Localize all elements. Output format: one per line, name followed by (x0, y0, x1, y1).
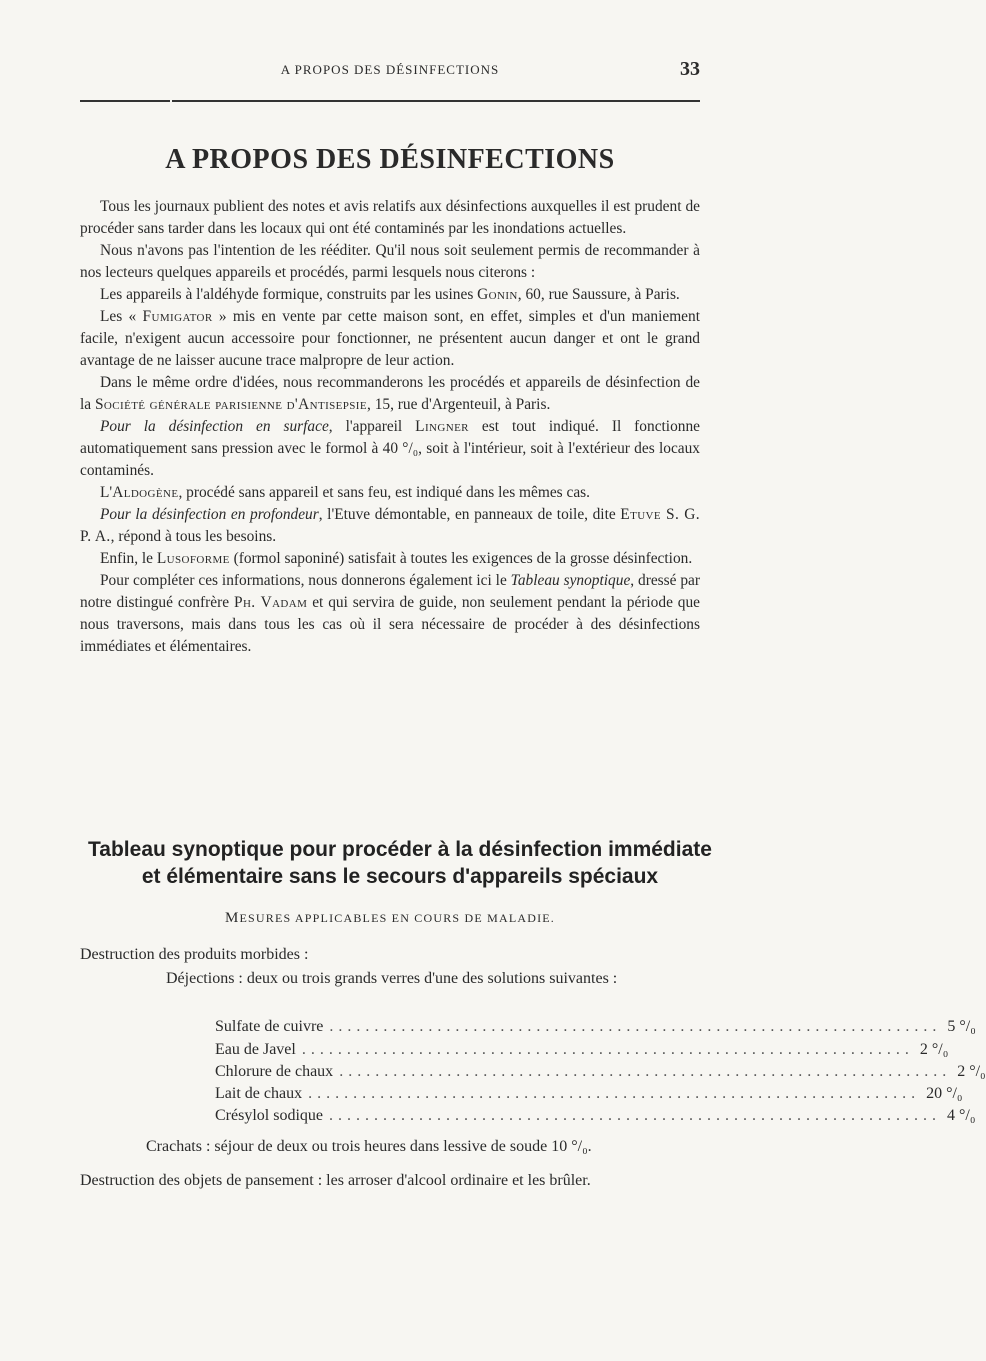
product-name: Fumigator (142, 308, 213, 325)
article-body (80, 196, 700, 658)
crachats-text: Crachats : séjour de deux ou trois heures dans lessive de soude 10 °/₀. (146, 1138, 592, 1155)
dot-leader: .................................................................... (329, 1107, 941, 1124)
paragraph-text: est tout indiqué. Il fonctionne automatiquement sans pression avec le formol à 40 °/₀, soit à l'intérieur, soit à l'extérieur des locaux contaminés. (80, 418, 700, 479)
running-header: A PROPOS DES DÉSINFECTIONS (280, 62, 500, 77)
destruction-objets-text: Destruction des objets de pansement : les arroser d'alcool ordinaire et les brûler. (80, 1172, 591, 1189)
article-title: A PROPOS DES DÉSINFECTIONS (165, 144, 615, 175)
solution-row (215, 1085, 963, 1107)
dot-leader: .................................................................... (308, 1085, 921, 1102)
paragraph-text: et qui servira de guide, non seulement pendant la période que nous traversons, mais dans tous les cas où il sera nécessaire de procéder à des désinfections immédiates et élémentaires. (80, 594, 701, 655)
paragraph-text: Dans le même ordre d'idées, nous recommanderons les procédés et appareils de désinfection de la (80, 374, 700, 413)
solution-row (215, 1041, 949, 1063)
author-name: Ph. Vadam (234, 594, 308, 611)
dot-leader: .................................................................... (329, 1018, 942, 1035)
paragraph-8 (80, 504, 700, 548)
dejections-text (146, 968, 700, 990)
solution-name: Lait de chaux (215, 1085, 303, 1102)
paragraph-9 (80, 548, 700, 570)
solution-value: 4 °/₀ (947, 1107, 976, 1124)
paragraph-2 (80, 240, 700, 284)
dejections-label: Déjections : deux ou trois grands verres d'une des solutions suivantes : (166, 970, 618, 987)
subtitle-text: ESURES APPLICABLES EN COURS DE MALADIE. (239, 911, 556, 925)
page-number: 33 (680, 58, 700, 80)
header-rule-left (80, 100, 170, 102)
destruction-produits-heading: Destruction des produits morbides : (80, 946, 309, 963)
solution-value: 2 °/₀ (919, 1041, 949, 1058)
paragraph-text: , répond à tous les besoins. (110, 528, 277, 545)
product-name: Lingner (415, 418, 469, 435)
product-name: Etuve S. G. P. A. (80, 506, 700, 545)
paragraph-text: Tous les journaux publient des notes et avis relatifs aux désinfections auxquelles il est prudent de procéder sans tarder dans les locaux qui ont été contaminés par les inondations actuelles. (80, 198, 700, 237)
solution-name: Eau de Javel (215, 1041, 296, 1058)
paragraph-3 (80, 284, 700, 306)
paragraph-10 (80, 570, 700, 658)
paragraph-text: Pour compléter ces informations, nous donnerons également ici le (100, 572, 511, 589)
paragraph-text: , procédé sans appareil et sans feu, est indiqué dans les mêmes cas. (178, 484, 591, 501)
product-name: Aldogène (112, 484, 179, 501)
solution-row (215, 1018, 976, 1040)
company-name: Société générale parisienne d'Antisepsie (94, 396, 367, 413)
paragraph-text: Les appareils à l'aldéhyde formique, construits par les usines (100, 286, 478, 303)
solution-row (215, 1063, 986, 1085)
paragraph-text: , 15, rue d'Argenteuil, à Paris. (367, 396, 551, 413)
paragraph-1 (80, 196, 700, 240)
solution-value: 5 °/₀ (947, 1018, 976, 1035)
product-name: Lusoforme (156, 550, 230, 567)
paragraph-text: Enfin, le (100, 550, 157, 567)
paragraph-text: L' (100, 484, 113, 501)
solution-value: 20 °/₀ (926, 1085, 963, 1102)
tableau-subtitle (80, 910, 700, 927)
subtitle-initial: M (224, 910, 240, 926)
solution-name: Sulfate de cuivre (215, 1018, 324, 1035)
paragraph-text: , l'appareil (328, 418, 416, 435)
company-name: Gonin (477, 286, 518, 303)
tableau-title-line-2: et élémentaire sans le secours d'appareils spéciaux (141, 865, 659, 888)
paragraph-4 (80, 306, 700, 372)
dot-leader: .................................................................... (339, 1063, 952, 1080)
solution-value: 2 °/₀ (957, 1063, 986, 1080)
solution-name: Crésylol sodique (215, 1107, 323, 1124)
paragraph-text: , 60, rue Saussure, à Paris. (517, 286, 680, 303)
paragraph-text: » mis en vente par cette maison sont, en effet, simples et d'un maniement facile, n'exigent aucun accessoire pour fonctionner, ne présentent aucun danger et ont le grand avantage de ne laisser aucune trace malpropre de leur action. (80, 308, 700, 369)
dot-leader: .................................................................... (301, 1041, 914, 1058)
tableau-title (60, 836, 740, 890)
paragraph-5 (80, 372, 700, 416)
italic-text: Pour la désinfection en profondeur (100, 506, 319, 523)
paragraph-text: Nous n'avons pas l'intention de les rééditer. Qu'il nous soit seulement permis de recommander à nos lecteurs quelques appareils et procédés, parmi lesquels nous citerons : (80, 242, 700, 281)
paragraph-6 (80, 416, 700, 482)
header-rule-right (172, 100, 700, 102)
italic-text: Pour la désinfection en surface (100, 418, 329, 435)
solution-name: Chlorure de chaux (215, 1063, 334, 1080)
paragraph-text: Les « (100, 308, 143, 325)
paragraph-7 (80, 482, 700, 504)
tableau-title-line-1: Tableau synoptique pour procéder à la désinfection immédiate (88, 838, 712, 861)
italic-text: Tableau synoptique (510, 572, 631, 589)
paragraph-text: , l'Etuve démontable, en panneaux de toile, dite (318, 506, 621, 523)
paragraph-text: (formol saponiné) satisfait à toutes les exigences de la grosse désinfection. (229, 550, 693, 567)
solution-row (215, 1107, 976, 1129)
paragraph-text: , dressé par notre distingué confrère (80, 572, 701, 611)
